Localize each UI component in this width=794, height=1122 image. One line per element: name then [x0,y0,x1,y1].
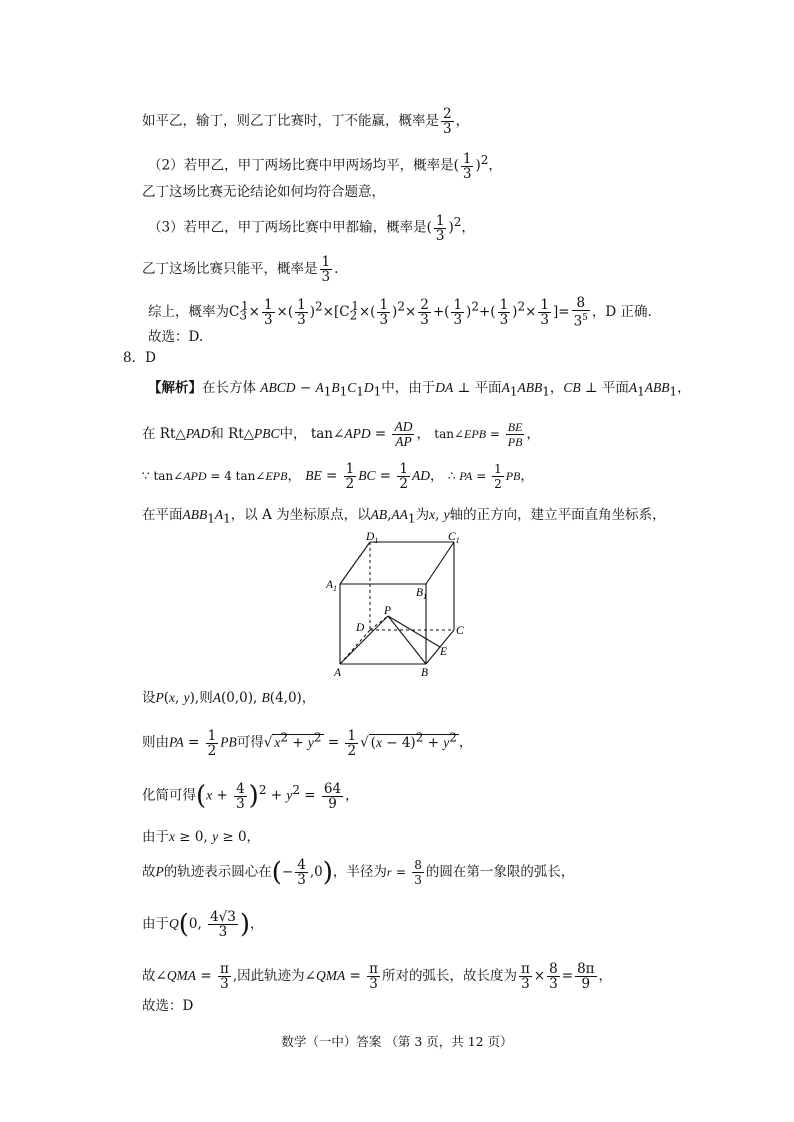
text-line: 故P的轨迹表示圆心在(− $\frac{4}{3}$ ,0)，半径为r = $\frac{8}{3}$ 的圆在第一象限的弧长， [142,857,575,888]
segment-pe [388,616,440,647]
text-line: 【解析】在长方体 ABCD − $A_1B_1C_1D_1$中，由于DA ⊥ 平面$A_1ABB_1$，CB ⊥ 平面$A_1ABB_1$， [148,380,691,399]
label-b1: $B_1$ [416,587,428,601]
hidden-edge-ad [340,630,370,664]
hidden-segment-dp [370,616,388,630]
label-c1: $C_1$ [448,531,460,545]
text-line: 化简可得(x + $\frac{4}{3}$ )$^2 + y^2$ = $\frac{64}{9}$ ， [142,780,359,812]
edge-a1d1 [340,542,370,584]
label-b: B [421,667,429,678]
text-line: 故选：D [142,998,194,1014]
text-line: 乙丁这场比赛只能平，概率是 $\frac{1}{3}$ . [142,254,339,285]
text-line: 故选：D. [148,329,204,345]
label-d1: $D_1$ [366,531,379,545]
label-a: A [334,667,342,678]
page-footer: 数学（一中）答案 （第 3 页，共 12 页） [281,1034,513,1049]
text-line: 由于x ≥ 0, y ≥ 0， [142,829,261,845]
text-line: 由于Q(0, $\frac{4√3}{3}$ )， [142,909,264,940]
segment-bp [388,616,426,664]
cuboid-figure [320,530,480,678]
text-line: ∵ tan∠APD = 4 tan∠EPB， BE = $\frac{1}{2}$ BC = $\frac{1}{2}$ AD， ∴ PA = $\frac{1}{2}$ PB， [142,461,534,492]
label-d: D [356,622,365,634]
text-line: 则由PA = $\frac{1}{2}$ PB可得√ $x^2 + y^2$ = $\frac{1}{2}$ √ $(x - 4)^2 + y^2$ ， [142,727,473,759]
label-a1: $A_1$ [326,579,338,593]
label-e: E [440,646,448,658]
label-c: C [456,625,464,637]
text-line: （3）若甲乙，甲丁两场比赛中甲都输，概率是( $\frac{1}{3}$ )$^2$， [148,212,475,244]
text-line: 故∠QMA = $\frac{\pi}{3}$ ,因此轨迹为∠QMA = $\frac{\pi}{3}$ 所对的弧长，故长度为 $\frac{\pi}{3}$ × $\frac{8}{3}$ = $\frac{8\pi}{9}$ ， [142,961,613,992]
text-line: 综上，概率为$C_3^1\times$ $\frac{1}{3}$ ×( $\frac{1}{3}$ )$^2\times[C_2^1\times$( $\frac{1}{3}$ )$^2$× $\frac{2}{3}$ +( $\frac{1}{3}$ )$^2$+( $\frac{1}{3}$ )$^2$× $\frac{1}{3}$ ]= $\frac{8}{3^5}$ ，D 正确. [148,295,652,330]
text-line: 在平面$ABB_1A_1$，以 A 为坐标原点，以$AB,AA_1$为x, y轴的正方向，建立平面直角坐标系， [142,507,666,526]
text-line: （2）若甲乙，甲丁两场比赛中甲两场均平，概率是( $\frac{1}{3}$ )$^2$， [148,150,502,182]
text-line: 设P(x, y),则A(0,0), B(4,0)， [142,690,316,706]
text-line: 如平乙，输丁，则乙丁比赛时，丁不能赢，概率是 $\frac{2}{3}$ ， [142,106,470,137]
edge-b1c1 [426,542,454,584]
text-line: 乙丁这场比赛无论结论如何均符合题意， [142,184,385,200]
question-number: 8．D [123,350,156,366]
text-line: 在 Rt△PAD和 Rt△PBC中， tan∠APD = $\frac{AD}{AP}$ ， tan∠EPB = $\frac{BE}{PB}$ ， [142,419,540,449]
label-p: P [384,605,392,617]
